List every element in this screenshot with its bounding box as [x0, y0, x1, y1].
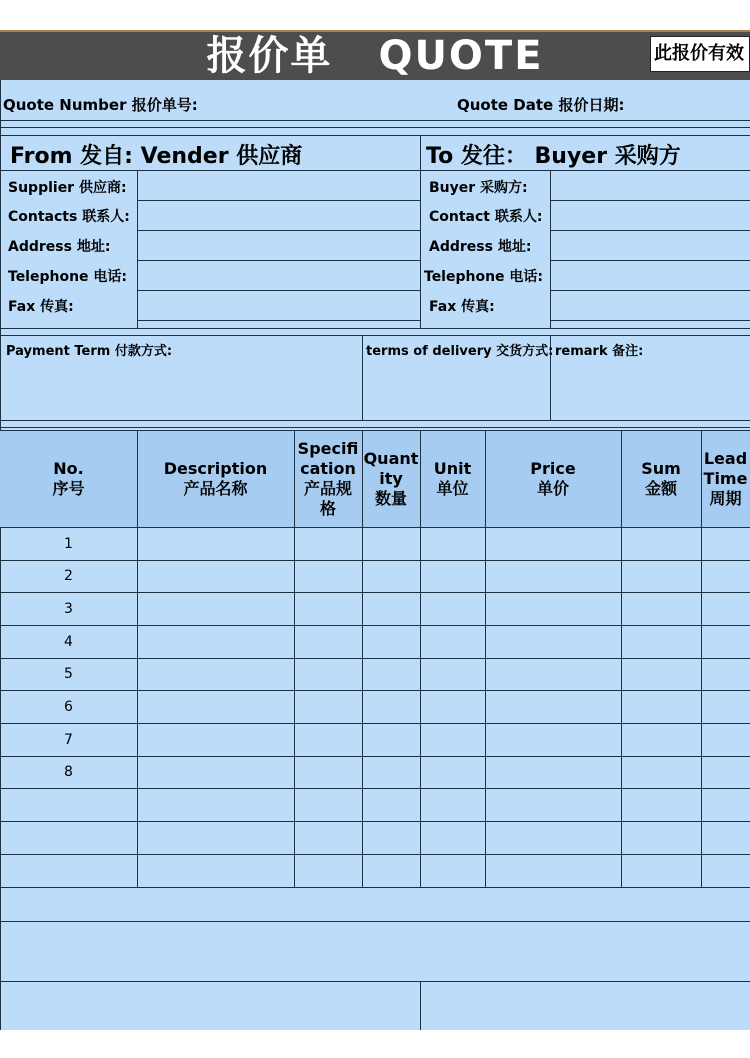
- header-no: No. 序号: [52, 458, 85, 498]
- grid-line: [0, 335, 750, 336]
- grid-line: [0, 921, 750, 922]
- buyer-contact-value-field[interactable]: [551, 201, 750, 230]
- supplier-value-field[interactable]: [138, 171, 420, 200]
- grid-line: [485, 430, 486, 887]
- grid-line: [420, 135, 421, 328]
- address-value-field[interactable]: [138, 231, 420, 260]
- grid-line: [621, 430, 622, 887]
- grid-line: [0, 427, 750, 428]
- header-price: Price 单价: [530, 458, 576, 498]
- quote-number-label: Quote Number 报价单号:: [3, 96, 198, 114]
- payment-term-label: Payment Term 付款方式:: [6, 344, 173, 359]
- title-en: QUOTE: [378, 33, 544, 79]
- grid-line: [362, 430, 363, 887]
- row-number: 4: [64, 634, 73, 650]
- from-field-address: Address 地址:: [8, 239, 111, 255]
- from-field-supplier: Supplier 供应商:: [8, 180, 127, 196]
- to-field-buyer: Buyer 采购方:: [429, 180, 528, 196]
- title-cn: 报价单: [206, 33, 333, 79]
- header-specification: Specifi cation 产品规 格: [297, 438, 359, 518]
- grid-line: [0, 788, 750, 789]
- fax-value-field[interactable]: [138, 291, 420, 320]
- row-number: 5: [64, 666, 73, 682]
- header-quantity: Quant ity 数量: [363, 448, 419, 508]
- grid-line: [0, 981, 750, 982]
- grid-line: [0, 120, 750, 121]
- row-number: 2: [64, 568, 73, 584]
- buyer-fax-value-field[interactable]: [551, 291, 750, 320]
- remark-label: remark 备注:: [555, 344, 644, 359]
- grid-line: [137, 430, 138, 887]
- grid-line: [137, 320, 420, 321]
- header-sum: Sum 金额: [641, 458, 681, 498]
- from-heading: From 发自: Vender 供应商: [10, 144, 303, 169]
- grid-line: [0, 135, 750, 136]
- to-field-fax: Fax 传真:: [429, 299, 495, 315]
- from-field-contacts: Contacts 联系人:: [8, 209, 130, 225]
- buyer-address-value-field[interactable]: [551, 231, 750, 260]
- row-number: 1: [64, 536, 73, 552]
- to-heading: To 发往： Buyer 采购方: [426, 144, 681, 169]
- from-field-fax: Fax 传真:: [8, 299, 74, 315]
- grid-line: [294, 430, 295, 887]
- grid-line: [0, 328, 750, 329]
- to-field-address: Address 地址:: [429, 239, 532, 255]
- delivery-terms-label: terms of delivery 交货方式:: [366, 344, 554, 359]
- header-description: Description 产品名称: [163, 458, 268, 498]
- to-field-contact: Contact 联系人:: [429, 209, 543, 225]
- page-title: [0, 30, 750, 80]
- row-number: 3: [64, 601, 73, 617]
- from-field-telephone: Telephone 电话:: [8, 269, 128, 285]
- contacts-value-field[interactable]: [138, 201, 420, 230]
- row-number: 6: [64, 699, 73, 715]
- quote-date-label: Quote Date 报价日期:: [457, 96, 625, 114]
- grid-line: [0, 420, 750, 421]
- row-number: 8: [64, 764, 73, 780]
- row-number: 7: [64, 732, 73, 748]
- telephone-value-field[interactable]: [138, 261, 420, 290]
- header-lead-time: Lead Time 周期: [703, 448, 748, 508]
- buyer-telephone-value-field[interactable]: [551, 261, 750, 290]
- to-field-telephone: Telephone 电话:: [424, 269, 544, 285]
- grid-line: [701, 430, 702, 887]
- grid-line: [550, 320, 750, 321]
- grid-line: [420, 430, 421, 887]
- validity-note: 此报价有效: [650, 36, 750, 72]
- grid-line: [0, 127, 750, 128]
- grid-line: [0, 887, 750, 888]
- buyer-value-field[interactable]: [551, 171, 750, 200]
- grid-line: [0, 430, 750, 431]
- grid-line: [0, 821, 750, 822]
- grid-line: [0, 854, 750, 855]
- header-unit: Unit 单位: [433, 458, 472, 498]
- grid-line: [420, 981, 421, 1030]
- grid-line: [362, 335, 363, 420]
